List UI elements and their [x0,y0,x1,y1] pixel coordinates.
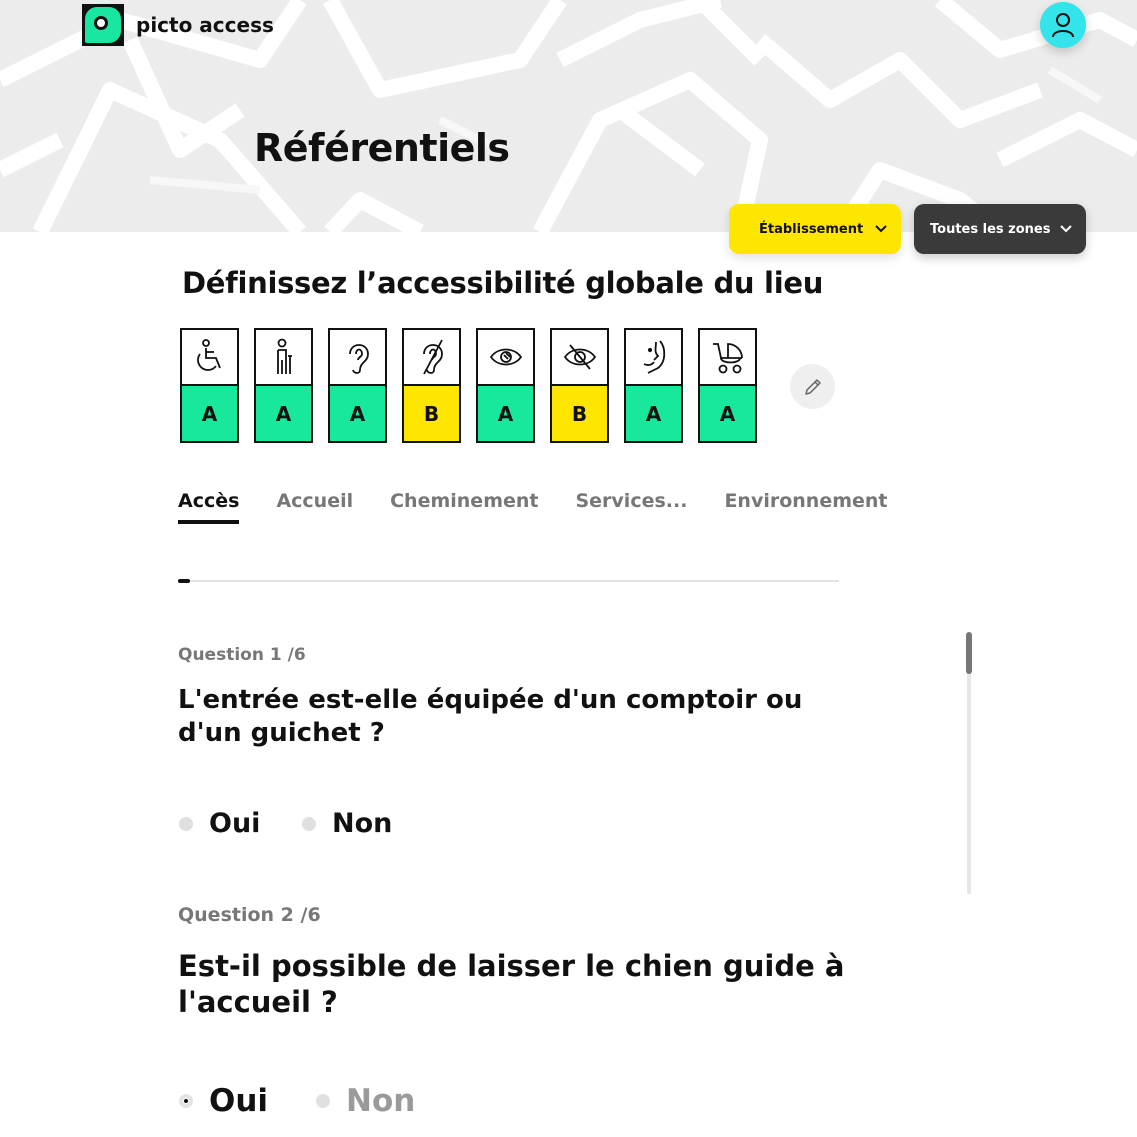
ear-icon [340,338,376,376]
option-label: Oui [209,1083,269,1119]
question-1-option-oui[interactable] [179,808,260,839]
questionnaire-progress-track [178,580,839,582]
option-label: Non [346,1083,416,1119]
tab-services[interactable]: Services... [575,490,688,512]
edit-ratings-button[interactable] [790,364,835,409]
rating-grade: B [552,386,607,441]
tab-accueil[interactable]: Accueil [276,490,354,512]
rating-card-wheelchair[interactable] [180,328,239,443]
rating-grade: A [256,386,311,441]
user-icon [1051,12,1075,38]
rating-card-vision[interactable] [476,328,535,443]
chevron-down-icon [1060,225,1072,233]
brand-name: picto access [136,13,274,37]
eye-icon [488,338,524,376]
category-tabs [178,490,925,524]
radio-button[interactable] [316,1094,330,1108]
rating-card-blind[interactable] [550,328,609,443]
question-2-option-oui[interactable] [179,1083,268,1119]
question-2-number: Question 2 /6 [178,904,321,926]
rating-grade: A [700,386,755,441]
wheelchair-icon [192,338,228,376]
deaf-ear-icon [414,338,450,376]
questionnaire-progress-fill [178,579,190,583]
rating-grade: A [182,386,237,441]
option-label: Oui [209,808,261,839]
zones-select[interactable] [914,204,1086,254]
rating-card-hearing[interactable] [328,328,387,443]
radio-button[interactable] [302,817,316,831]
tab-cheminement[interactable]: Cheminement [390,490,539,512]
elderly-cane-icon [266,338,302,376]
question-2-option-non[interactable] [316,1083,415,1119]
tab-acces[interactable]: Accès [178,490,239,524]
stroller-icon [710,338,746,376]
rating-grade: A [330,386,385,441]
blind-eye-icon [562,338,598,376]
radio-button[interactable] [179,817,193,831]
rating-card-cognitive[interactable] [624,328,683,443]
question-2-text: Est-il possible de laisser le chien guide à l'accueil ? [178,949,845,1020]
pencil-icon [803,377,823,397]
question-1-text: L'entrée est-elle équipée d'un comptoir ou d'un guichet ? [178,685,803,748]
rating-card-stroller[interactable] [698,328,757,443]
page-title: Référentiels [254,126,510,170]
chevron-down-icon [875,225,887,233]
radio-button-selected[interactable] [179,1094,193,1108]
questions-scrollbar-thumb[interactable] [966,632,972,674]
option-label: Non [332,808,393,839]
establishment-select[interactable] [729,204,901,254]
brand-logo[interactable] [82,4,274,46]
rating-card-deaf[interactable] [402,328,461,443]
question-1-option-non[interactable] [302,808,392,839]
accessibility-ratings [180,328,772,443]
user-account-button[interactable] [1040,2,1086,48]
rating-grade: A [626,386,681,441]
question-1-number: Question 1 /6 [178,645,306,665]
rating-grade: A [478,386,533,441]
tab-environnement[interactable]: Environnement [724,490,888,512]
picto-logo-icon [82,4,124,46]
section-title: Définissez l’accessibilité globale du lieu [182,266,824,300]
rating-grade: B [404,386,459,441]
rating-card-elderly[interactable] [254,328,313,443]
zones-select-label: Toutes les zones [930,221,1051,237]
establishment-select-label: Établissement [759,221,864,237]
cognitive-head-icon [636,338,672,376]
